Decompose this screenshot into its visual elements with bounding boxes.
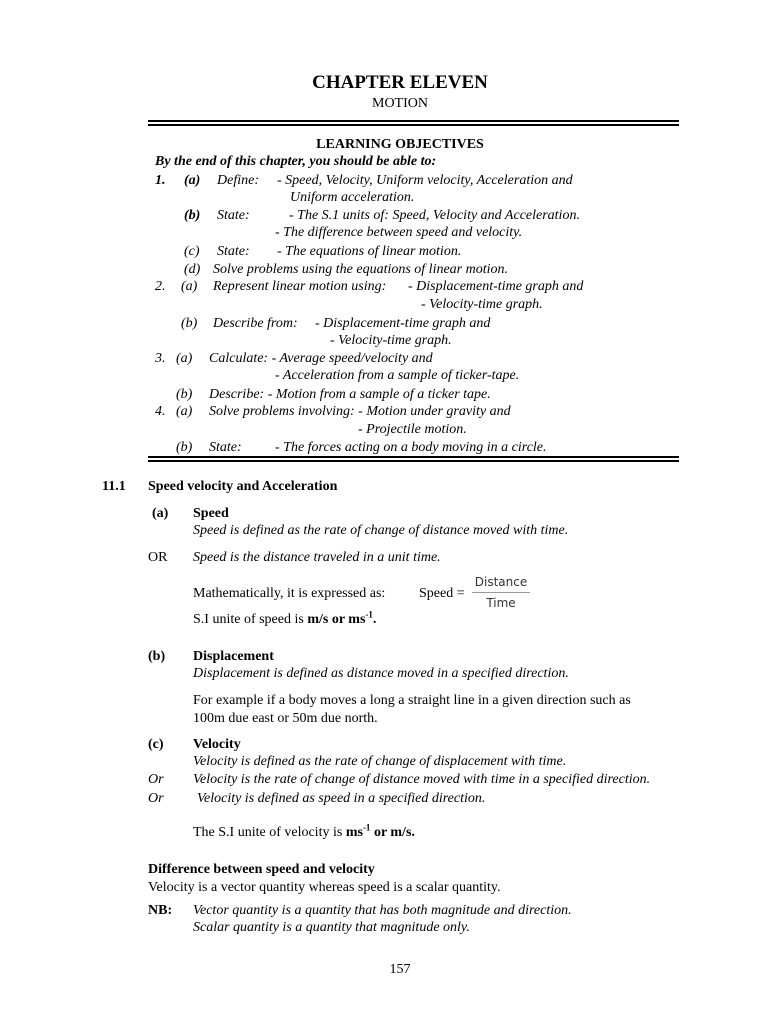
fraction-denominator: Time <box>486 596 516 610</box>
obj-1b-letter: (b) <box>184 208 201 223</box>
page-number: 157 <box>389 962 411 977</box>
speed-label: (a) <box>152 506 169 521</box>
obj-4a-letter: (a) <box>176 404 193 419</box>
obj-4b-letter: (b) <box>176 440 193 455</box>
obj-2a-text: Represent linear motion using: <box>213 279 387 294</box>
speed-unit-exponent: -1 <box>365 609 373 620</box>
objectives-intro: By the end of this chapter, you should be able to: <box>155 154 437 169</box>
obj-3a-text: Calculate: - Average speed/velocity and <box>209 351 433 366</box>
obj-1c-verb: State: <box>217 244 250 259</box>
velocity-definition-3: Velocity is defined as speed in a specified direction. <box>197 791 486 806</box>
obj-2-num: 2. <box>155 279 166 294</box>
speed-math-text: Mathematically, it is expressed as: <box>193 586 386 601</box>
nb-scalar: Scalar quantity is a quantity that magnitude only. <box>193 920 470 935</box>
obj-4b-verb: State: <box>209 440 242 455</box>
bottom-rule-1 <box>148 456 679 458</box>
nb-label: NB: <box>148 903 173 918</box>
obj-1b-text: - The S.1 units of: Speed, Velocity and Acceleration. <box>289 208 580 223</box>
obj-1d-letter: (d) <box>184 262 201 277</box>
obj-2a-letter: (a) <box>181 279 198 294</box>
top-rule-1 <box>148 120 679 122</box>
obj-1d-text: Solve problems using the equations of linear motion. <box>213 262 509 277</box>
obj-1b-verb: State: <box>217 208 250 223</box>
displacement-example-1: For example if a body moves a long a straight line in a given direction such as <box>193 693 631 708</box>
obj-1a-letter: (a) <box>184 173 201 188</box>
obj-2a-item1: - Displacement-time graph and <box>408 279 584 294</box>
speed-or: OR <box>148 550 168 565</box>
speed-definition: Speed is defined as the rate of change of distance moved with time. <box>193 523 569 538</box>
velocity-definition-2: Velocity is the rate of change of distance moved with time in a specified direction. <box>193 772 651 787</box>
obj-2a-item2: - Velocity-time graph. <box>421 297 543 312</box>
velocity-unit-rest: or m/s. <box>370 825 415 840</box>
difference-text: Velocity is a vector quantity whereas speed is a scalar quantity. <box>148 880 501 895</box>
fraction-bar <box>472 592 530 593</box>
section-title: Speed velocity and Acceleration <box>148 479 338 494</box>
nb-vector: Vector quantity is a quantity that has both magnitude and direction. <box>193 903 572 918</box>
bottom-rule-2 <box>148 460 679 462</box>
velocity-label: (c) <box>148 737 164 752</box>
displacement-example-2: 100m due east or 50m due north. <box>193 711 378 726</box>
speed-unit-value: m/s or ms <box>307 612 366 627</box>
speed-unit-end: . <box>372 612 377 627</box>
obj-1a-verb: Define: <box>217 173 259 188</box>
velocity-unit-prefix: The S.I unite of velocity is <box>193 825 346 840</box>
displacement-definition: Displacement is defined as distance moved in a specified direction. <box>193 666 569 681</box>
obj-3a-cont: - Acceleration from a sample of ticker-tape. <box>275 368 520 383</box>
difference-heading: Difference between speed and velocity <box>148 862 375 877</box>
displacement-label: (b) <box>148 649 166 664</box>
obj-4a-text: Solve problems involving: - Motion under gravity and <box>209 404 511 419</box>
obj-3b-letter: (b) <box>176 387 193 402</box>
obj-4a-cont: - Projectile motion. <box>358 422 467 437</box>
speed-eq-label: Speed = <box>419 586 465 601</box>
section-number: 11.1 <box>102 479 126 494</box>
obj-4b-text: - The forces acting on a body moving in a circle. <box>275 440 547 455</box>
obj-2b-text: Describe from: <box>213 316 298 331</box>
chapter-subtitle: MOTION <box>372 96 428 111</box>
velocity-unit-ms: ms <box>345 825 363 840</box>
obj-4-num: 4. <box>155 404 166 419</box>
velocity-or-2: Or <box>148 791 164 806</box>
velocity-heading: Velocity <box>193 737 241 752</box>
velocity-definition: Velocity is defined as the rate of change of displacement with time. <box>193 754 567 769</box>
obj-2b-item1: - Displacement-time graph and <box>315 316 491 331</box>
obj-1a-cont: Uniform acceleration. <box>290 190 415 205</box>
obj-1c-letter: (c) <box>184 244 200 259</box>
displacement-heading: Displacement <box>193 649 274 664</box>
velocity-unit <box>193 824 415 841</box>
speed-fraction <box>472 575 530 610</box>
obj-2b-item2: - Velocity-time graph. <box>330 333 452 348</box>
obj-1c-text: - The equations of linear motion. <box>277 244 462 259</box>
speed-definition-2: Speed is the distance traveled in a unit time. <box>193 550 441 565</box>
speed-unit-prefix: S.I unite of speed is <box>193 612 308 627</box>
speed-unit <box>193 611 376 628</box>
fraction-numerator: Distance <box>474 575 528 589</box>
obj-1b-cont: - The difference between speed and velocity. <box>275 225 523 240</box>
obj-3b-text: Describe: - Motion from a sample of a ticker tape. <box>209 387 491 402</box>
obj-2b-letter: (b) <box>181 316 198 331</box>
chapter-title: CHAPTER ELEVEN <box>312 72 488 93</box>
obj-3-num: 3. <box>155 351 166 366</box>
velocity-or-1: Or <box>148 772 164 787</box>
obj-1a-text: - Speed, Velocity, Uniform velocity, Acceleration and <box>277 173 573 188</box>
objectives-title: LEARNING OBJECTIVES <box>316 137 484 152</box>
velocity-unit-exponent: -1 <box>362 822 371 833</box>
speed-heading: Speed <box>193 506 229 521</box>
obj-1-num: 1. <box>155 173 166 188</box>
top-rule-2 <box>148 124 679 126</box>
obj-3a-letter: (a) <box>176 351 193 366</box>
